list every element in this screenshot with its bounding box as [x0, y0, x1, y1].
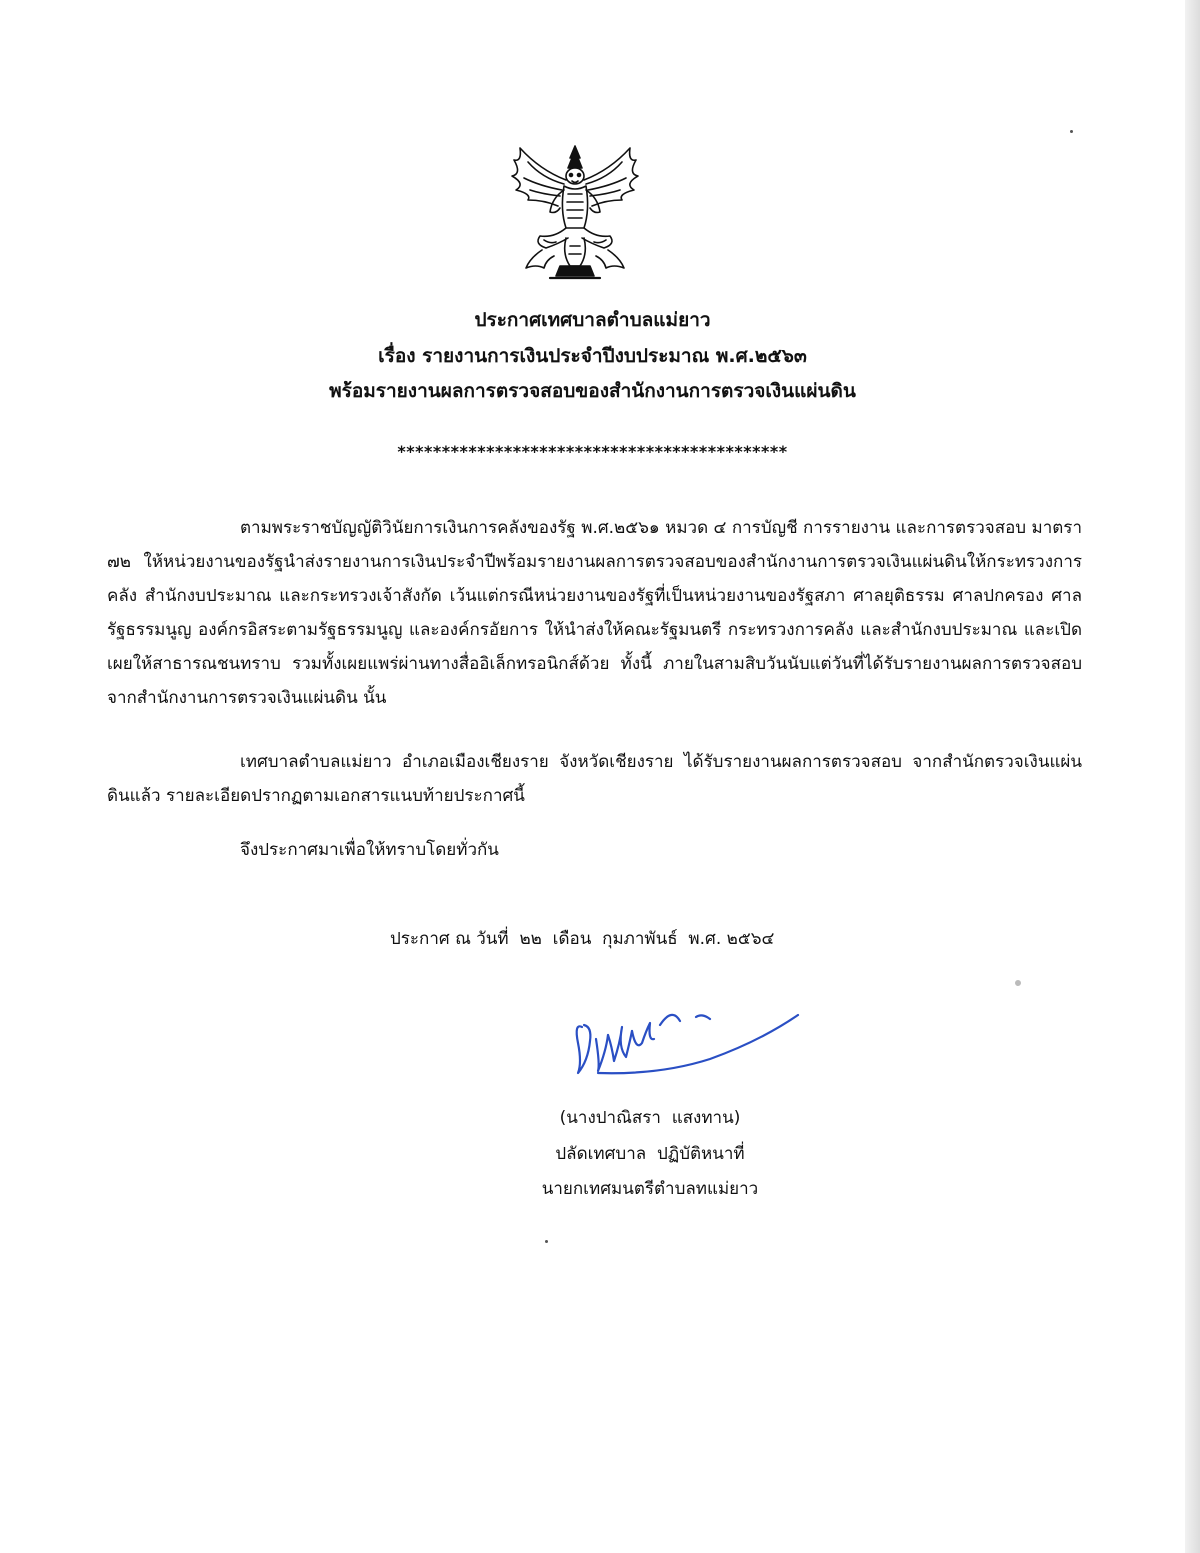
handwritten-signature [560, 965, 820, 1095]
announcement-title: ประกาศเทศบาลตำบลแม่ยาว [474, 309, 711, 331]
scan-speck [545, 1240, 548, 1243]
announcement-subtitle: พร้อมรายงานผลการตรวจสอบของสำนักงานการตรวจเงินแผ่นดิน [329, 380, 856, 402]
page-edge-shadow [1185, 0, 1200, 1553]
announcement-subject: เรื่อง รายงานการเงินประจำปีงบประมาณ พ.ศ.๒๕๖๓ [378, 345, 807, 367]
scan-speck [1070, 130, 1073, 133]
body-paragraph-3: จึงประกาศมาเพื่อให้ทราบโดยทั่วกัน [240, 840, 499, 860]
signatory-position-1: ปลัดเทศบาล ปฏิบัติหนาที่ [555, 1144, 745, 1164]
separator-line: ******************************************** [397, 442, 788, 461]
garuda-emblem-icon [500, 140, 650, 290]
body-paragraph-1: ตามพระราชบัญญัติวินัยการเงินการคลังของรัฐ พ.ศ.๒๕๖๑ หมวด ๔ การบัญชี การรายงาน และการตรวจสอบ มาตรา ๗๒ ให้หน่วยงานของรัฐนำส่งรายงานการเงินประจำปีพร้อมรายงานผลการตรวจสอบของสำนักงานการตรวจเงินแผ่นดินให้กระทรวงการคลัง สำนักงบประมาณ และกระทรวงเจ้าสังกัด เว้นแต่กรณีหน่วยงานของรัฐที่เป็นหน่วยงานของรัฐสภา ศาลยุติธรรม ศาลปกครอง ศาลรัฐธรรมนูญ องค์กรอิสระตามรัฐธรรมนูญ และองค์กรอัยการ ให้นำส่งให้คณะรัฐมนตรี กระทรวงการคลัง และสำนักงบประมาณ และเปิดเผยให้สาธารณชนทราบ รวมทั้งเผยแพร่ผ่านทางสื่ออิเล็กทรอนิกส์ด้วย ทั้งนี้ ภายในสามสิบวันนับแต่วันที่ได้รับรายงานผลการตรวจสอบจากสำนักงานการตรวจเงินแผ่นดิน นั้น [107, 518, 1082, 708]
scan-speck [1015, 980, 1021, 986]
announcement-date: ประกาศ ณ วันที่ ๒๒ เดือน กุมภาพันธ์ พ.ศ. ๒๕๖๔ [390, 929, 775, 949]
body-paragraph-2: เทศบาลตำบลแม่ยาว อำเภอเมืองเชียงราย จังหวัดเชียงราย ได้รับรายงานผลการตรวจสอบ จากสำนักตรวจเงินแผ่นดินแล้ว รายละเอียดปรากฏตามเอกสารแนบท้ายประกาศนี้ [107, 752, 1082, 806]
signatory-name: (นางปาณิสรา แสงทาน) [559, 1108, 741, 1128]
signatory-position-2: นายกเทศมนตรีตำบลทแม่ยาว [541, 1179, 759, 1199]
